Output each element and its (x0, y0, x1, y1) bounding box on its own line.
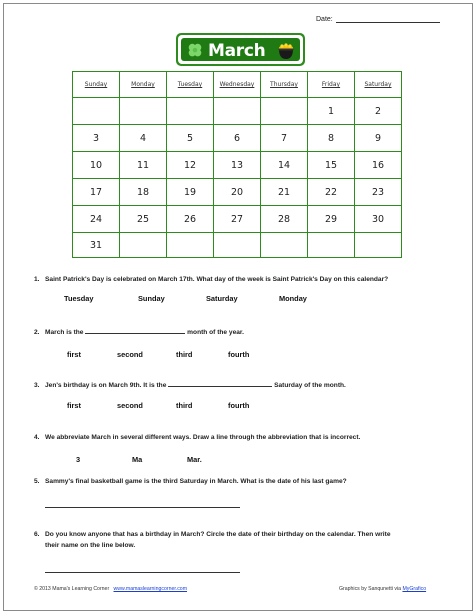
credit-text: Graphics by Sanqunetti via (339, 586, 401, 592)
calendar-cell[interactable]: 17 (73, 179, 120, 206)
calendar-cell[interactable]: 20 (214, 179, 261, 206)
calendar-cell[interactable]: 22 (308, 179, 355, 206)
month-title: March (208, 41, 266, 61)
question-text-continued: their name on the line below. (45, 542, 136, 549)
question-4 (34, 434, 360, 441)
calendar-cell[interactable]: 5 (167, 125, 214, 152)
calendar-cell[interactable] (167, 233, 214, 258)
answer-option[interactable]: Saturday (206, 294, 238, 303)
answer-option[interactable]: fourth (228, 350, 250, 359)
calendar-cell[interactable]: 4 (120, 125, 167, 152)
question-text: Do you know anyone that has a birthday in March? Circle the date of their birthday on the calendar. Then write (45, 531, 391, 538)
site-link[interactable]: www.mamaslearningcorner.com (113, 586, 188, 592)
calendar-cell[interactable]: 1 (308, 98, 355, 125)
calendar-cell[interactable] (308, 233, 355, 258)
question-text: Sammy's final basketball game is the third Saturday in March. What is the date of his last game? (45, 478, 347, 485)
calendar-cell[interactable]: 16 (355, 152, 402, 179)
calendar-week-row (73, 125, 402, 152)
answer-option[interactable]: third (176, 401, 193, 410)
calendar-cell[interactable] (355, 233, 402, 258)
question-1 (34, 276, 388, 283)
answer-blank[interactable] (168, 380, 272, 387)
calendar-cell[interactable]: 8 (308, 125, 355, 152)
calendar-cell[interactable]: 10 (73, 152, 120, 179)
day-header: Friday (308, 72, 355, 98)
question-number: 3. (34, 382, 40, 389)
calendar-cell[interactable]: 9 (355, 125, 402, 152)
answer-option[interactable]: Monday (279, 294, 307, 303)
question-number: 5. (34, 478, 40, 485)
calendar-cell[interactable]: 30 (355, 206, 402, 233)
calendar-cell[interactable] (120, 98, 167, 125)
pot-of-gold-icon (276, 41, 296, 61)
calendar-cell[interactable]: 31 (73, 233, 120, 258)
footer-copyright (34, 586, 187, 592)
calendar-cell[interactable]: 24 (73, 206, 120, 233)
answer-option[interactable]: 3 (76, 455, 81, 464)
footer-credit (339, 586, 426, 592)
answer-option[interactable]: Ma (132, 455, 143, 464)
calendar-cell[interactable]: 27 (214, 206, 261, 233)
calendar-cell[interactable] (261, 233, 308, 258)
calendar-week-row (73, 152, 402, 179)
calendar-cell[interactable]: 28 (261, 206, 308, 233)
question-number: 1. (34, 276, 40, 283)
answer-option[interactable]: Tuesday (64, 294, 94, 303)
copyright-text: © 2013 Mama's Learning Corner (34, 586, 110, 592)
calendar-cell[interactable]: 26 (167, 206, 214, 233)
answer-option[interactable]: Mar. (187, 455, 202, 464)
question-text: Jen's birthday is on March 9th. It is the (45, 382, 167, 389)
calendar-cell[interactable]: 2 (355, 98, 402, 125)
calendar-cell[interactable] (120, 233, 167, 258)
answer-line[interactable] (45, 572, 240, 573)
question-number: 6. (34, 531, 40, 538)
question-2 (34, 327, 244, 336)
calendar-cell[interactable] (73, 98, 120, 125)
question-text: March is the (45, 329, 84, 336)
question-number: 4. (34, 434, 40, 441)
answer-option[interactable]: second (117, 401, 143, 410)
calendar-cell[interactable]: 14 (261, 152, 308, 179)
calendar-cell[interactable]: 23 (355, 179, 402, 206)
calendar-week-row (73, 233, 402, 258)
answer-option[interactable]: Sunday (138, 294, 165, 303)
date-label: Date: (316, 16, 333, 23)
day-header: Saturday (355, 72, 402, 98)
answer-option[interactable]: first (67, 350, 81, 359)
date-line[interactable] (336, 15, 440, 23)
shamrock-icon (186, 42, 204, 60)
question-text: We abbreviate March in several different ways. Draw a line through the abbreviation that is incorrect. (45, 434, 361, 441)
month-banner (176, 33, 305, 66)
calendar-week-row (73, 179, 402, 206)
answer-option[interactable]: fourth (228, 401, 250, 410)
question-text: Saint Patrick's Day is celebrated on March 17th. What day of the week is Saint Patrick's Day on this calendar? (45, 276, 389, 283)
calendar-cell[interactable]: 21 (261, 179, 308, 206)
calendar-cell[interactable] (167, 98, 214, 125)
calendar-cell[interactable]: 15 (308, 152, 355, 179)
day-header: Thursday (261, 72, 308, 98)
calendar-header-row (73, 72, 402, 98)
calendar-week-row (73, 206, 402, 233)
question-3 (34, 380, 346, 389)
calendar-cell[interactable] (214, 98, 261, 125)
calendar-cell[interactable] (214, 233, 261, 258)
calendar-cell[interactable]: 13 (214, 152, 261, 179)
calendar-cell[interactable]: 12 (167, 152, 214, 179)
answer-blank[interactable] (85, 327, 185, 334)
date-field (316, 15, 440, 23)
answer-option[interactable]: second (117, 350, 143, 359)
calendar-cell[interactable]: 3 (73, 125, 120, 152)
calendar-cell[interactable]: 7 (261, 125, 308, 152)
day-header: Wednesday (214, 72, 261, 98)
answer-option[interactable]: third (176, 350, 193, 359)
day-header: Monday (120, 72, 167, 98)
calendar-grid (72, 71, 402, 258)
calendar-cell[interactable]: 6 (214, 125, 261, 152)
calendar-week-row (73, 98, 402, 125)
day-header: Sunday (73, 72, 120, 98)
question-5 (34, 478, 347, 485)
calendar-cell[interactable]: 25 (120, 206, 167, 233)
calendar-cell[interactable] (261, 98, 308, 125)
question-text: month of the year. (187, 329, 244, 336)
credit-link[interactable]: MyGrafico (402, 586, 427, 592)
question-number: 2. (34, 329, 40, 336)
calendar-cell[interactable]: 29 (308, 206, 355, 233)
calendar-cell[interactable]: 19 (167, 179, 214, 206)
calendar-cell[interactable]: 11 (120, 152, 167, 179)
day-header: Tuesday (167, 72, 214, 98)
answer-line[interactable] (45, 507, 240, 508)
question-text: Saturday of the month. (274, 382, 346, 389)
answer-option[interactable]: first (67, 401, 81, 410)
question-6 (34, 531, 391, 538)
calendar-cell[interactable]: 18 (120, 179, 167, 206)
